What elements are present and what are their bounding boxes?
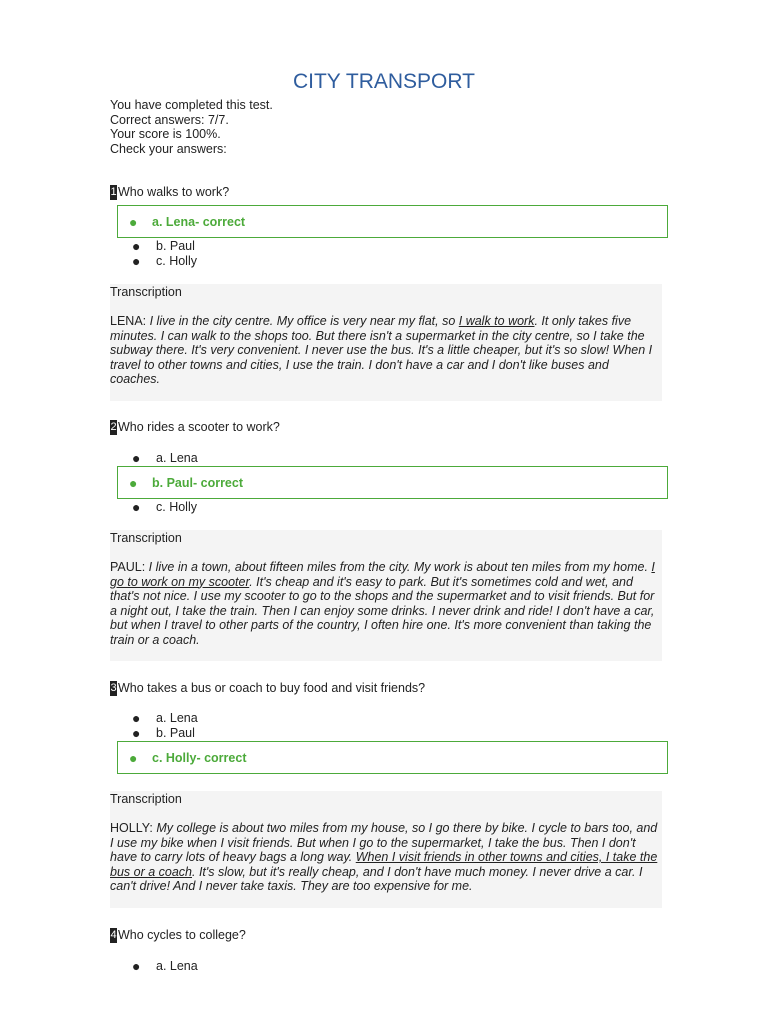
bullet-icon: ● bbox=[129, 474, 138, 491]
bullet-icon: ● bbox=[129, 214, 138, 230]
transcription-label: Transcription bbox=[110, 792, 182, 806]
answer-option-correct[interactable]: ● a. Lena- correct bbox=[117, 205, 668, 238]
answer-option-correct[interactable]: ● c. Holly- correct bbox=[117, 741, 668, 774]
bullet-icon: ● bbox=[132, 238, 141, 254]
answer-option[interactable]: ● b. Paul bbox=[132, 724, 195, 741]
results-summary bbox=[110, 98, 273, 156]
bullet-icon: ● bbox=[129, 750, 138, 766]
question-number: 3 bbox=[110, 681, 117, 694]
question-2 bbox=[110, 419, 668, 661]
question-number: 1 bbox=[110, 185, 117, 198]
bullet-icon: ● bbox=[132, 450, 141, 466]
answer-option[interactable]: ● c. Holly bbox=[132, 498, 197, 515]
check-answers-text: Check your answers: bbox=[110, 141, 227, 156]
question-1 bbox=[110, 184, 668, 401]
question-text: Who walks to work? bbox=[118, 185, 230, 199]
question-4 bbox=[110, 927, 246, 974]
bullet-icon: ● bbox=[132, 724, 141, 741]
answer-option[interactable]: ● b. Paul bbox=[132, 238, 195, 254]
completed-text: You have completed this test. bbox=[110, 98, 273, 112]
transcription-text: LENA: I live in the city centre. My office is very near my flat, so I walk to work. It only takes five minutes. I can walk to the shops too. But there isn't a supermarket in the city centre, so I take the subway there. It's very convenient. I never use the bus. It's a little cheaper, but it's so slow! When I travel to other towns and cities, I use the train. I don't have a car and I don't like buses and coaches. bbox=[110, 314, 653, 386]
question-text: Who rides a scooter to work? bbox=[118, 420, 280, 434]
transcription-text: PAUL: I live in a town, about fifteen miles from the city. My work is about ten miles from my home. I go to work on my scooter. It's cheap and it's easy to park. But it's sometimes cold and wet, and that's not nice. I use my scooter to go to the shops and the supermarket and to visit friends. But for a night out, I take the train. Then I can enjoy some drinks. I never drink and ride! I don't have a car, but when I travel to other parts of the country, I often hire one. It's more convenient than taking the train or a coach. bbox=[110, 560, 655, 647]
score-text: Your score is 100%. bbox=[110, 127, 221, 141]
page-title: CITY TRANSPORT bbox=[292, 70, 476, 93]
answer-option[interactable]: ● a. Lena bbox=[132, 710, 198, 726]
correct-answers-text: Correct answers: 7/7. bbox=[110, 112, 229, 127]
answer-option[interactable]: ● a. Lena bbox=[132, 450, 198, 466]
transcription-box bbox=[110, 530, 662, 661]
question-number: 4 bbox=[110, 928, 117, 941]
answer-option-correct[interactable]: ● b. Paul- correct bbox=[117, 466, 668, 499]
question-text: Who cycles to college? bbox=[118, 928, 246, 942]
transcription-label: Transcription bbox=[110, 285, 182, 299]
bullet-icon: ● bbox=[132, 958, 141, 974]
question-3 bbox=[110, 680, 668, 908]
question-number: 2 bbox=[110, 420, 117, 433]
answer-options bbox=[110, 711, 668, 774]
answer-option[interactable]: ● c. Holly bbox=[132, 252, 197, 269]
answer-options bbox=[110, 959, 246, 974]
question-text: Who takes a bus or coach to buy food and visit friends? bbox=[118, 681, 426, 695]
answer-options bbox=[110, 205, 668, 268]
bullet-icon: ● bbox=[132, 710, 141, 726]
transcription-label: Transcription bbox=[110, 531, 182, 545]
answer-option[interactable]: ● a. Lena bbox=[132, 958, 198, 974]
transcription-box bbox=[110, 791, 662, 908]
transcription-box bbox=[110, 284, 662, 401]
answer-options bbox=[110, 451, 668, 514]
bullet-icon: ● bbox=[132, 498, 141, 515]
transcription-text: HOLLY: My college is about two miles from my house, so I go there by bike. I cycle to bars too, and I use my bike when I visit friends. But when I go to the supermarket, I take the bus. Then I don't have to carry lots of heavy bags a long way. When I visit friends in other towns and cities, I take the bus or a coach. It's slow, but it's really cheap, and I don't have much money. I never drive a car. I can't drive! And I never take taxis. They are too expensive for me. bbox=[110, 821, 658, 893]
bullet-icon: ● bbox=[132, 252, 141, 269]
